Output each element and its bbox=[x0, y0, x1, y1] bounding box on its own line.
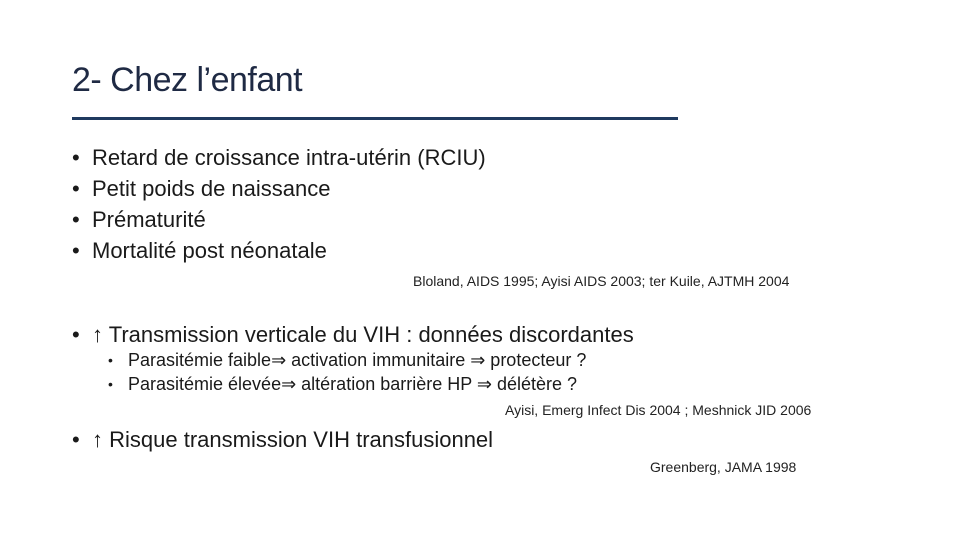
point-transfusion-risk bbox=[72, 425, 493, 455]
sub-list-item-text: Parasitémie élevée⇒ altération barrière HP ⇒ délétère ? bbox=[128, 374, 578, 394]
bullet-icon: • bbox=[72, 207, 80, 232]
sub-list-item bbox=[108, 348, 586, 372]
bullet-icon: • bbox=[72, 238, 80, 263]
reference-3: Greenberg, JAMA 1998 bbox=[650, 459, 797, 475]
bullet-icon: • bbox=[72, 322, 80, 347]
point-text: ↑ Risque transmission VIH transfusionnel bbox=[92, 427, 494, 452]
list-item bbox=[72, 204, 486, 235]
bullet-icon: • bbox=[72, 145, 80, 170]
sub-bullet-list bbox=[108, 348, 586, 396]
bullet-list bbox=[72, 142, 486, 266]
point-vertical-transmission bbox=[72, 320, 634, 350]
reference-1: Bloland, AIDS 1995; Ayisi AIDS 2003; ter Kuile, AJTMH 2004 bbox=[413, 273, 790, 289]
list-item bbox=[72, 142, 486, 173]
bullet-icon: • bbox=[72, 427, 80, 452]
bullet-icon: • bbox=[108, 376, 113, 392]
bullet-icon: • bbox=[108, 352, 113, 368]
bullet-icon: • bbox=[72, 176, 80, 201]
list-item-text: Retard de croissance intra-utérin (RCIU) bbox=[92, 145, 486, 170]
list-item-text: Prématurité bbox=[92, 207, 206, 232]
title-underline bbox=[72, 117, 678, 120]
sub-list-item bbox=[108, 372, 586, 396]
list-item-text: Mortalité post néonatale bbox=[92, 238, 327, 263]
list-item bbox=[72, 235, 486, 266]
list-item-text: Petit poids de naissance bbox=[92, 176, 331, 201]
slide-title: 2- Chez l’enfant bbox=[72, 61, 303, 99]
point-text: ↑ Transmission verticale du VIH : données discordantes bbox=[92, 322, 634, 347]
reference-2: Ayisi, Emerg Infect Dis 2004 ; Meshnick JID 2006 bbox=[505, 402, 812, 418]
sub-list-item-text: Parasitémie faible⇒ activation immunitaire ⇒ protecteur ? bbox=[128, 350, 587, 370]
list-item bbox=[72, 173, 486, 204]
